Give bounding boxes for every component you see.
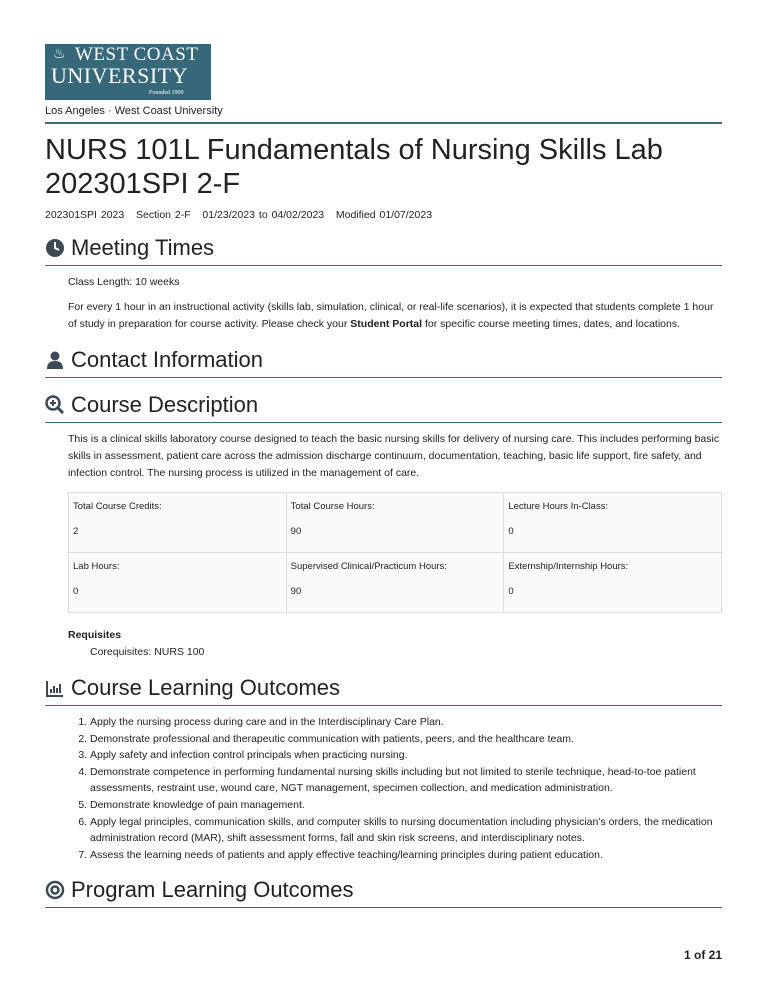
- course-meta: 202301SPI 2023 Section 2-F 01/23/2023 to 04/02/2023 Modified 01/07/2023: [45, 209, 433, 221]
- cell-label: Total Course Credits:: [73, 501, 162, 512]
- cell-value: 0: [73, 586, 79, 597]
- list-item: 1. Apply the nursing process during care and in the Interdisciplinary Care Plan.: [90, 714, 722, 731]
- para-text: for specific course meeting times, dates, and locations.: [422, 318, 681, 330]
- list-item: 6. Apply legal principles, communication skills, and computer skills to nursing documentation including physician’s orders, the medication administration record (MAR), shift assessment forms, fall and skin risk screens, and interdisciplinary notes.: [90, 814, 722, 847]
- requisites-label: Requisites: [68, 629, 122, 641]
- class-length: Class Length: 10 weeks: [68, 276, 180, 288]
- clock-icon: [45, 238, 65, 258]
- list-item: 2. Demonstrate professional and therapeutic communication with patients, peers, and the healthcare team.: [90, 731, 722, 748]
- cell-label: Total Course Hours:: [290, 501, 375, 512]
- cell-value: 0: [508, 586, 514, 597]
- flame-icon: ♨: [53, 47, 66, 62]
- list-item: 5. Demonstrate knowledge of pain management.: [90, 797, 722, 814]
- student-portal-link[interactable]: Student Portal: [350, 318, 423, 330]
- plo-section: [45, 877, 722, 908]
- meeting-paragraph: [68, 299, 722, 333]
- cell-value: 2: [73, 526, 79, 537]
- page-number: 1 of 21: [683, 948, 722, 962]
- section-heading: Contact Information: [71, 347, 263, 372]
- course-description-section: [45, 392, 722, 661]
- section-heading: Course Learning Outcomes: [71, 675, 341, 700]
- meeting-times-section: [45, 235, 722, 333]
- clo-section: [45, 675, 722, 863]
- cell-value: 90: [290, 586, 302, 597]
- requisites-value: Corequisites: NURS 100: [90, 646, 205, 658]
- list-item: 4. Demonstrate competence in performing fundamental nursing skills including but not limited to sterile technique, head-to-toe patient assessments, restraint use, wound care, NGT management, specimen collection, and medication administration.: [90, 764, 722, 797]
- org-breadcrumb: Los Angeles · West Coast University: [45, 105, 722, 124]
- logo-line1: WEST COAST: [75, 44, 199, 65]
- description-text: This is a clinical skills laboratory course designed to teach the basic nursing skills for delivery of nursing care. This includes performing basic skills in assessment, patient care across the admission discharge continuum, documentation, teaching, basic life support, fire safety, and infection control. The nursing process is utilized in the management of care.: [68, 433, 720, 479]
- para-text: For every 1 hour in an instructional activity (skills lab, simulation, clinical, or real-life scenarios), it is expected that students complete 1 hour of study in preparation for course activity. Please check your: [68, 301, 714, 330]
- cell-label: Lecture Hours In-Class:: [508, 501, 609, 512]
- cell: [69, 553, 287, 613]
- cell-value: 90: [290, 526, 302, 537]
- university-logo: [45, 44, 211, 100]
- section-heading: Program Learning Outcomes: [71, 877, 354, 903]
- cell-label: Lab Hours:: [73, 561, 120, 572]
- course-hours-table: [68, 492, 722, 613]
- cell-value: 0: [508, 526, 514, 537]
- target-icon: [45, 880, 65, 900]
- list-item: 7. Assess the learning needs of patients and apply effective teaching/learning principles during patient education.: [90, 847, 722, 864]
- section-heading: Meeting Times: [71, 235, 215, 260]
- cell-label: Externship/Internship Hours:: [508, 561, 629, 572]
- list-item: 3. Apply safety and infection control principals when practicing nursing.: [90, 747, 722, 764]
- section-heading: Course Description: [71, 392, 259, 417]
- cell: [504, 553, 722, 613]
- cell-label: Supervised Clinical/Practicum Hours:: [290, 561, 447, 572]
- logo-line3: Founded 1909: [149, 90, 184, 96]
- logo-line2: UNIVERSITY: [51, 63, 188, 88]
- cell: [286, 553, 504, 613]
- contact-section: [45, 347, 722, 378]
- cell: [286, 493, 504, 553]
- user-icon: [45, 350, 65, 370]
- zoom-in-icon: [45, 395, 65, 415]
- page-title: NURS 101L Fundamentals of Nursing Skills Lab 202301SPI 2-F: [45, 134, 663, 200]
- cell: [69, 493, 287, 553]
- cell: [504, 493, 722, 553]
- clo-list: [68, 714, 722, 863]
- bar-chart-icon: [45, 678, 65, 698]
